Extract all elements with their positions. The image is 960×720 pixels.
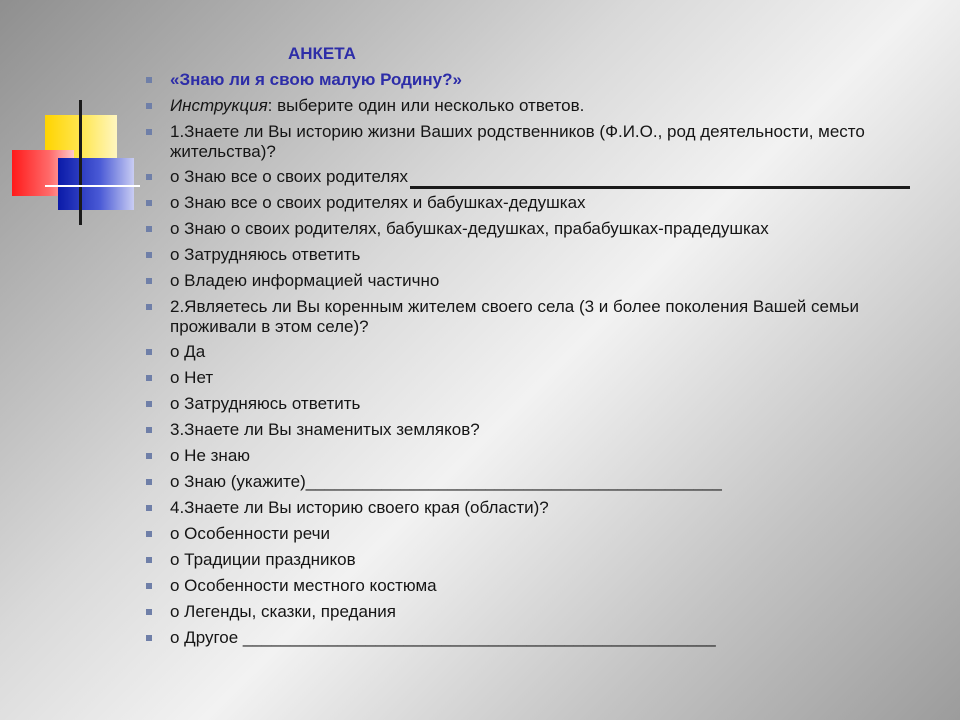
list-item: о Затрудняюсь ответить — [146, 245, 906, 265]
list-item: о Знаю все о своих родителях и бабушках-дедушках — [146, 193, 906, 213]
list-item: о Знаю о своих родителях, бабушках-дедушках, прабабушках-прадедушках — [146, 219, 906, 239]
decorative-ornament — [0, 0, 140, 240]
questionnaire-list — [146, 70, 906, 654]
list-item: о Другое __________________________________________________ — [146, 628, 906, 648]
list-item: о Знаю все о своих родителях — [146, 167, 906, 187]
instruction-label: Инструкция — [170, 96, 268, 115]
list-item: о Да — [146, 342, 906, 362]
page-title: АНКЕТА — [288, 44, 356, 63]
question-1: 1.Знаете ли Вы историю жизни Ваших родственников (Ф.И.О., род деятельности, место жительства)? — [146, 122, 906, 162]
white-line — [45, 185, 140, 187]
instruction — [146, 96, 906, 116]
list-item: о Особенности речи — [146, 524, 906, 544]
vertical-line — [79, 100, 82, 225]
list-item: о Затрудняюсь ответить — [146, 394, 906, 414]
question-2: 2.Являетесь ли Вы коренным жителем своего села (3 и более поколения Вашей семьи проживали в этом селе)? — [146, 297, 906, 337]
list-item: о Не знаю — [146, 446, 906, 466]
list-item: о Легенды, сказки, предания — [146, 602, 906, 622]
blue-square — [58, 158, 134, 210]
question-4: 4.Знаете ли Вы историю своего края (области)? — [146, 498, 906, 518]
survey-subtitle: «Знаю ли я свою малую Родину?» — [146, 70, 906, 90]
list-item: о Особенности местного костюма — [146, 576, 906, 596]
list-item: о Традиции праздников — [146, 550, 906, 570]
question-3: 3.Знаете ли Вы знаменитых земляков? — [146, 420, 906, 440]
list-item: о Знаю (укажите)____________________________________________ — [146, 472, 906, 492]
list-item: о Владею информацией частично — [146, 271, 906, 291]
list-item: о Нет — [146, 368, 906, 388]
instruction-text: : выберите один или несколько ответов. — [267, 96, 585, 115]
